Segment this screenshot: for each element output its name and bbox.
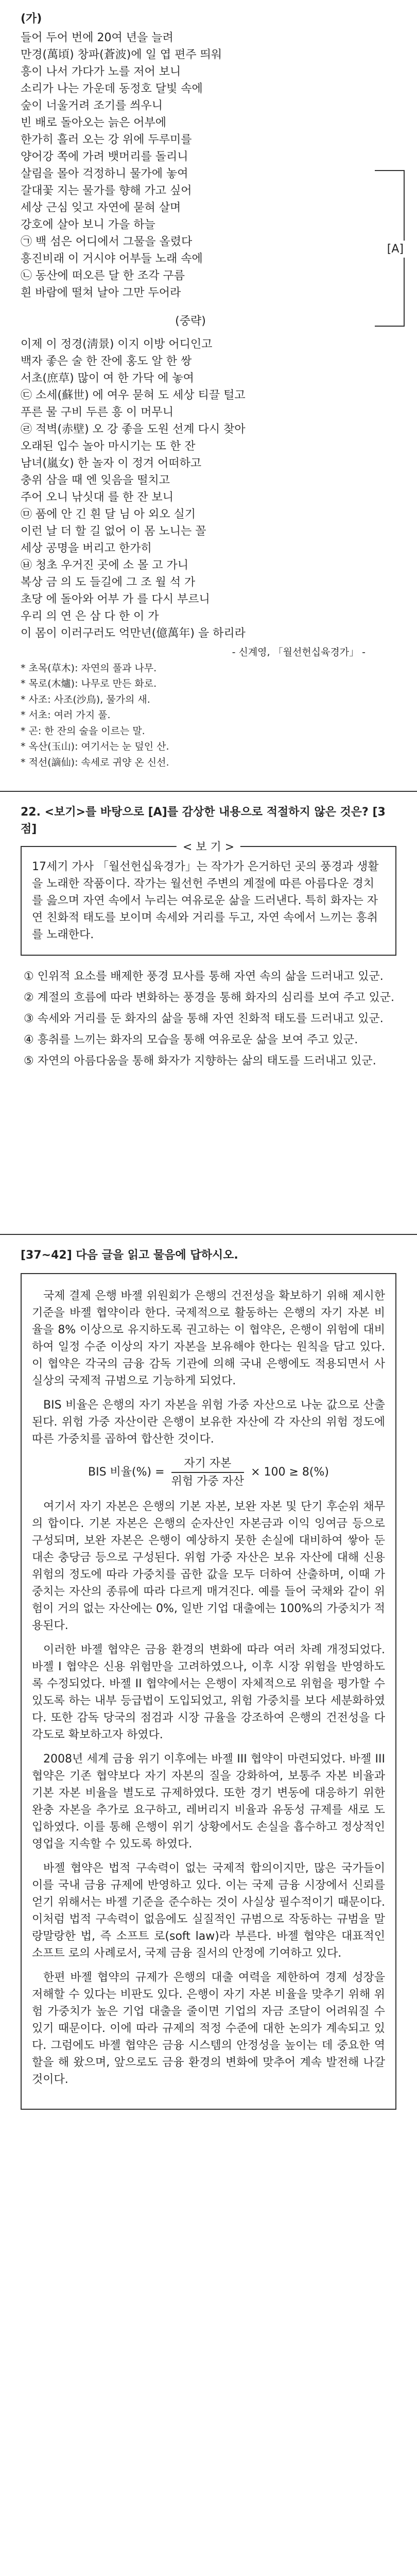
poem-line: 흥진비래 이 거시야 어부들 노래 속에 [21,252,203,265]
poem-line: ㉡ 동산에 떠오른 달 한 조각 구름 [21,269,185,282]
bogi-box [21,841,396,956]
poem-line: 빈 배로 돌아오는 늙은 어부에 [21,116,166,129]
poem-line: 흥이 나서 가다가 노를 저어 보니 [21,65,181,78]
question-22 [0,804,417,1074]
formula-denominator: 위험 가중 자산 [171,1475,245,1488]
poem-line: 세상 근심 잊고 자연에 묻혀 살며 [21,201,181,214]
poem-line: 복상 금 의 도 들길에 그 조 월 석 가 [21,576,196,589]
bogi-caption: < 보 기 > [177,839,240,856]
footnote: * 옥산(玉山): 여기서는 눈 덮인 산. [21,741,169,752]
poem-line: 흰 바람에 떨쳐 날아 그만 두어라 [21,286,181,299]
footnote: * 곤: 한 잔의 술을 이르는 말. [21,725,145,737]
poem-line: 이 몸이 이러구러도 억만년(億萬年) 을 하리라 [21,627,246,640]
paragraph: 2008년 세계 금융 위기 이후에는 바젤 III 협약이 마련되었다. 바젤 III 협약은 기존 협약보다 자기 자본의 질을 강화하여, 보통주 자본 비율과 기본 자본 비율을 별도로 규제하였다. 또한 경기 변동에 대응하기 위한 완충 자본을 추가로 요구하고, 레버리지 비율과 유동성 규제를 새로 도입하였다. 이를 통해 은행이 위기 상황에서도 손실을 흡수하고 정상적인 영업을 지속할 수 있도록 하였다. [32,1753,385,1851]
poem-line: 백자 좋은 술 한 잔에 홍도 알 한 쌍 [21,355,192,368]
footnote: * 서초: 여러 가지 풀. [21,709,111,721]
footnote: * 초목(草木): 자연의 풀과 나무. [21,662,157,674]
answer-choice: ② 계절의 흐름에 따라 변화하는 풍경을 통해 화자의 심리를 보여 주고 있군. [24,991,394,1004]
passage-paragraphs-2 [32,1498,385,2088]
poem-line: 충위 삼을 때 엔 잊음을 떨치고 [21,474,170,487]
poem-line: ㉢ 소세(蘇世) 에 여우 묻혀 도 세상 티끌 털고 [21,389,246,402]
paragraph: 국제 결제 은행 바젤 위원회가 은행의 건전성을 확보하기 위해 제시한 기준을 바젤 협약이라 한다. 국제적으로 활동하는 은행의 자기 자본 비율을 8% 이상으로 유지하도록 권고하는 이 협약은, 은행이 위험에 대비하여 일정 수준 이상의 자기 자본을 보유해야 한다는 원칙을 담고 있다. 이 협약은 각국의 금융 감독 기관에 의해 국내 은행에도 적용되면서 사실상의 국제적 규범으로 기능하게 되었다. [32,1290,385,1387]
choice-list [21,968,396,1070]
poem-line: 숲이 너울거려 조기를 씌우니 [21,99,163,112]
bogi-text: 17세기 가사 「월선헌십육경가」는 작가가 은거하던 곳의 풍경과 생활을 노래한 작품이다. 작가는 월선헌 주변의 계절에 따른 아름다운 경치를 읊으며 자연 속에서 누리는 여유로운 삶을 드러낸다. 특히 화자는 자연 친화적 태도를 보이며 속세와 거리를 두고, 자연 속에서 느끼는 흥취를 노래한다. [32,860,379,941]
poem-lines [21,29,360,301]
poem-line: ㉤ 품에 안 긴 흰 달 님 아 외오 실기 [21,508,196,521]
answer-choice: ① 인위적 요소를 배제한 풍경 묘사를 통해 자연 속의 삶을 드러내고 있군. [24,970,384,983]
poem-line: 갈대꽃 지는 물가를 향해 가고 싶어 [21,184,192,197]
formula-left: BIS 비율(%) = [88,1466,165,1479]
poem-line: 한가히 흘러 오는 강 위에 두루미를 [21,133,192,146]
note-list [21,661,396,770]
poem-line: 남녀(嵐女) 한 놀자 이 정겨 어떠하고 [21,457,202,470]
poem-line: 이제 이 정경(淸景) 이지 이방 어디인고 [21,338,213,351]
poem-line: 들어 두어 번에 20여 년을 늘려 [21,31,173,44]
paragraph: 한편 바젤 협약의 규제가 은행의 대출 여력을 제한하여 경제 성장을 저해할 수 있다는 비판도 있다. 은행이 자기 자본 비율을 맞추기 위해 위험 가중치가 높은 기업 대출을 줄이면 기업의 자금 조달이 어려워질 수 있기 때문이다. 이에 따라 규제의 적정 수준에 대한 논의가 계속되고 있다. 그럼에도 바젤 협약은 금융 시스템의 안정성을 높이는 데 중요한 역할을 해 왔으며, 앞으로도 금융 환경의 변화에 맞추어 계속 발전해 나갈 것이다. [32,1971,385,2086]
poem-line: 소리가 나는 가운데 동정호 달빛 속에 [21,82,203,95]
formula-fraction [171,1455,245,1490]
poem-line: 주어 오니 낚싯대 를 한 잔 보니 [21,491,173,504]
answer-choice: ④ 흥취를 느끼는 화자의 모습을 통해 여유로운 삶을 보여 주고 있군. [24,1033,358,1046]
poem-line: 살림을 몰아 걱정하니 물가에 놓여 [21,167,188,180]
bracket-label: [A] [386,241,405,258]
paragraph: 여기서 자기 자본은 은행의 기본 자본, 보완 자본 및 단기 후순위 채무의 합이다. 기본 자본은 은행의 순자산인 자본금과 이익 잉여금 등으로 구성되며, 보완 자본은 은행이 예상하지 못한 손실에 대비하여 쌓아 둔 대손 충당금 등으로 구성된다. 위험 가중 자산은 보유 자산에 대해 신용 위험의 정도에 따라 가중치를 곱한 값을 모두 더하여 산출하며, 이때 가중치는 자산의 종류에 따라 다르게 매겨진다. 예를 들어 국채와 같이 위험이 거의 없는 자산에는 0%, 일반 기업 대출에는 100%의 가중치가 적용된다. [32,1500,385,1632]
poem-line: ㉠ 백 섬은 어디에서 그물을 올렸다 [21,235,193,248]
passage-paragraphs [32,1287,385,1448]
poem-line: 강호에 살아 보니 가을 하늘 [21,218,155,231]
omission-mark: (중략) [175,315,206,328]
bracket-a [375,170,405,327]
bis-formula [32,1455,385,1490]
formula-numerator: 자기 자본 [171,1455,245,1473]
poem-line: ㉣ 적벽(赤壁) 오 강 좋을 도원 선계 다시 찾아 [21,423,246,436]
poem-line: 만경(萬頃) 창파(蒼波)에 일 엽 편주 띄워 [21,48,222,61]
poem-line: 우리 의 연 은 삼 다 한 이 가 [21,610,159,623]
poem-line: 세상 공명을 버리고 한가히 [21,542,152,555]
footnotes [0,644,417,771]
poem-line: ㉥ 청초 우거진 곳에 소 몰 고 가니 [21,559,188,572]
formula-right: × 100 ≥ 8(%) [251,1466,329,1479]
answer-choice: ⑤ 자연의 아름다움을 통해 화자가 지향하는 삶의 태도를 드러내고 있군. [24,1055,376,1067]
poem-line: 오래된 입수 놀아 마시기는 또 한 잔 [21,440,196,453]
reading-passage [21,1273,396,2110]
poem-line: 양어강 쪽에 가려 뱃머리를 돌리니 [21,150,188,163]
question-title: 22. <보기>를 바탕으로 [A]를 감상한 내용으로 적절하지 않은 것은? [3점] [21,806,386,836]
divider [0,1234,417,1235]
footnote: * 적선(謫仙): 속세로 귀양 온 신선. [21,756,169,768]
paragraph: 이러한 바젤 협약은 금융 환경의 변화에 따라 여러 차례 개정되었다. 바젤 I 협약은 신용 위험만을 고려하였으나, 이후 시장 위험을 반영하도록 수정되었다. 바젤 II 협약에서는 은행이 자체적으로 위험을 평가할 수 있도록 하는 내부 등급법이 도입되었고, 위험 가중치를 보다 세분화하였다. 또한 감독 당국의 점검과 시장 규율을 강조하여 은행의 건전성을 다각도로 확보하고자 하였다. [32,1643,385,1741]
paragraph: BIS 비율은 은행의 자기 자본을 위험 가중 자산으로 나눈 값으로 산출된다. 위험 가중 자산이란 은행이 보유한 자산에 각 자산의 위험 정도에 따른 가중치를 곱하여 합산한 것이다. [32,1399,385,1446]
poem-line: 이런 날 더 할 길 없어 이 몸 노니는 꼴 [21,525,206,538]
poem-author: - 신계영, 「월선헌십육경가」 - [232,647,366,658]
question-title: [37~42] 다음 글을 읽고 물음에 답하시오. [21,1249,238,1262]
footnote: * 사조: 사조(沙鳥), 물가의 새. [21,693,150,705]
footnote: * 목로(木爐): 나무로 만든 화로. [21,678,157,689]
paragraph: 바젤 협약은 법적 구속력이 없는 국제적 합의이지만, 많은 국가들이 이를 국내 금융 규제에 반영하고 있다. 이는 국제 금융 시장에서 신뢰를 얻기 위해서는 바젤 기준을 준수하는 것이 사실상 필수적이기 때문이다. 이처럼 법적 구속력이 없음에도 실질적인 규범으로 작동하는 규범을 말랑말랑한 법, 즉 소프트 로(soft law)라 부른다. 바젤 협약은 대표적인 소프트 로의 사례로서, 국제 금융 질서의 안정에 기여하고 있다. [32,1862,385,1960]
poem-section [0,0,417,642]
divider [0,791,417,792]
question-37-42 [0,1247,417,2110]
poem-line: 푸른 물 구비 두른 흥 이 머무니 [21,406,173,419]
passage-mark: (가) [21,12,42,25]
poem-lines-2 [21,336,360,642]
poem-line: 초당 에 돌아와 어부 가 를 다시 부르니 [21,593,210,606]
poem-line: 서초(庶草) 많이 여 한 가닥 에 놓여 [21,372,194,385]
answer-choice: ③ 속세와 거리를 둔 화자의 삶을 통해 자연 친화적 태도를 드러내고 있군. [24,1012,384,1025]
